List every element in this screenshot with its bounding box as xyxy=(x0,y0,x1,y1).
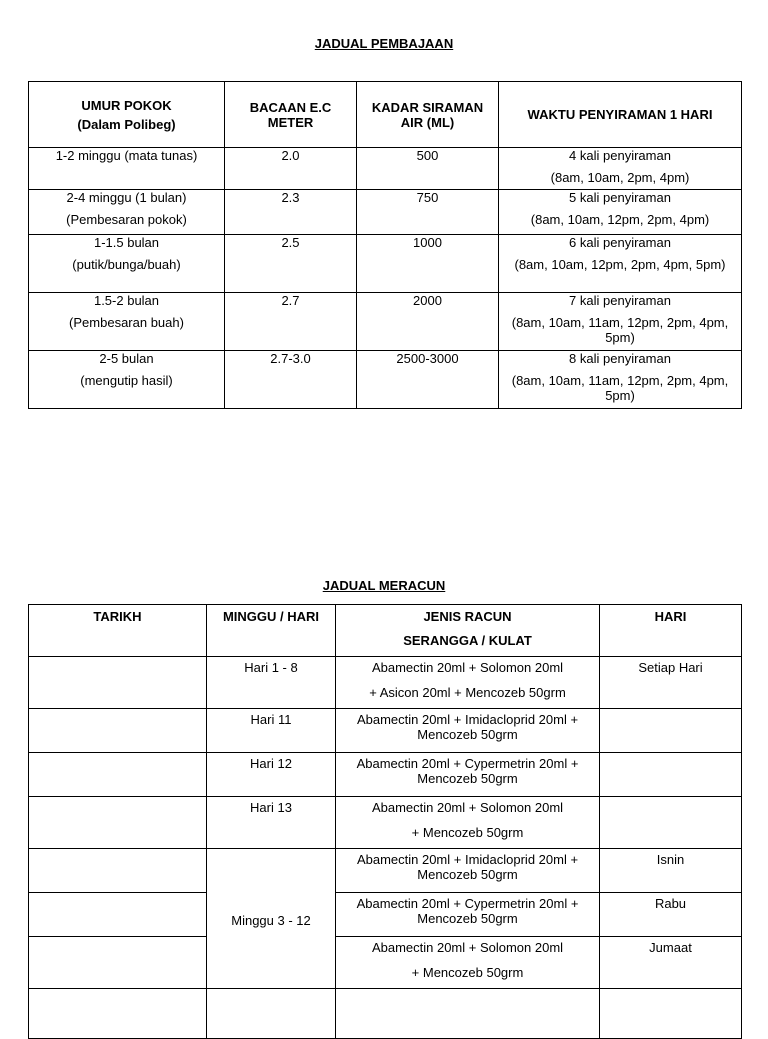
umur-line2: (Pembesaran buah) xyxy=(69,315,184,330)
cell-umur xyxy=(29,293,225,351)
umur-line1: 1-1.5 bulan xyxy=(93,235,160,250)
cell-minggu-merged: Minggu 3 - 12 xyxy=(207,849,336,989)
umur-line1: 1-2 minggu (mata tunas) xyxy=(55,148,198,163)
jenis-line2: + Asicon 20ml + Mencozeb 50grm xyxy=(369,685,566,700)
header-jenis-line1: JENIS RACUN xyxy=(423,609,512,624)
header-minggu-hari: MINGGU / HARI xyxy=(207,605,336,657)
cell-minggu: Hari 12 xyxy=(207,753,336,797)
cell-waktu xyxy=(499,235,742,293)
cell-jenis xyxy=(336,657,600,709)
table-row xyxy=(29,657,742,709)
table-row xyxy=(29,937,742,989)
table-row xyxy=(29,293,742,351)
cell-minggu: Hari 11 xyxy=(207,709,336,753)
cell-kadar: 500 xyxy=(357,148,499,190)
table-row xyxy=(29,849,742,893)
cell-minggu: Hari 1 - 8 xyxy=(207,657,336,709)
cell-hari xyxy=(600,989,742,1039)
umur-line1: 2-4 minggu (1 bulan) xyxy=(66,190,187,205)
header-waktu-penyiraman: WAKTU PENYIRAMAN 1 HARI xyxy=(499,82,742,148)
cell-waktu xyxy=(499,351,742,409)
cell-hari xyxy=(600,753,742,797)
cell-umur xyxy=(29,351,225,409)
table-row xyxy=(29,148,742,190)
cell-ec: 2.5 xyxy=(225,235,357,293)
cell-kadar: 750 xyxy=(357,190,499,235)
header-jenis-racun xyxy=(336,605,600,657)
header-umur-line2: (Dalam Polibeg) xyxy=(77,116,176,132)
fertilizing-schedule-title: JADUAL PEMBAJAAN xyxy=(314,36,454,51)
cell-hari: Jumaat xyxy=(600,937,742,989)
table-row xyxy=(29,893,742,937)
cell-tarikh xyxy=(29,797,207,849)
waktu-line2: (8am, 10am, 2pm, 4pm) xyxy=(550,170,690,185)
cell-umur xyxy=(29,190,225,235)
cell-tarikh xyxy=(29,989,207,1039)
cell-jenis xyxy=(336,797,600,849)
cell-hari: Setiap Hari xyxy=(600,657,742,709)
cell-jenis xyxy=(336,989,600,1039)
cell-ec: 2.3 xyxy=(225,190,357,235)
cell-hari xyxy=(600,797,742,849)
cell-tarikh xyxy=(29,849,207,893)
jenis-line1: Abamectin 20ml + Solomon 20ml xyxy=(371,660,564,675)
cell-ec: 2.0 xyxy=(225,148,357,190)
cell-ec: 2.7 xyxy=(225,293,357,351)
cell-kadar: 2500-3000 xyxy=(357,351,499,409)
cell-ec: 2.7-3.0 xyxy=(225,351,357,409)
header-umur-line1: UMUR POKOK xyxy=(81,97,172,113)
table-row xyxy=(29,351,742,409)
umur-line1: 2-5 bulan xyxy=(99,351,154,366)
waktu-line2: (8am, 10am, 11am, 12pm, 2pm, 4pm, 5pm) xyxy=(511,373,729,403)
cell-tarikh xyxy=(29,893,207,937)
header-kadar-siraman: KADAR SIRAMAN AIR (ML) xyxy=(357,82,499,148)
table-header-row xyxy=(29,605,742,657)
cell-jenis: Abamectin 20ml + Cypermetrin 20ml + Mencozeb 50grm xyxy=(336,753,600,797)
cell-minggu: Hari 13 xyxy=(207,797,336,849)
jenis-line2: + Mencozeb 50grm xyxy=(411,965,524,980)
cell-kadar: 1000 xyxy=(357,235,499,293)
pesticide-schedule-table xyxy=(28,604,742,1039)
cell-kadar: 2000 xyxy=(357,293,499,351)
cell-jenis: Abamectin 20ml + Imidacloprid 20ml + Mencozeb 50grm xyxy=(336,849,600,893)
waktu-line1: 6 kali penyiraman xyxy=(569,235,671,250)
waktu-line1: 7 kali penyiraman xyxy=(569,293,671,308)
umur-line2: (Pembesaran pokok) xyxy=(66,212,187,227)
cell-waktu xyxy=(499,293,742,351)
cell-jenis: Abamectin 20ml + Imidacloprid 20ml + Mencozeb 50grm xyxy=(336,709,600,753)
table-row xyxy=(29,190,742,235)
cell-minggu xyxy=(207,989,336,1039)
waktu-line2: (8am, 10am, 11am, 12pm, 2pm, 4pm, 5pm) xyxy=(511,315,729,345)
pesticide-schedule-title: JADUAL MERACUN xyxy=(322,578,446,593)
table-row xyxy=(29,797,742,849)
waktu-line1: 5 kali penyiraman xyxy=(569,190,671,205)
cell-tarikh xyxy=(29,937,207,989)
cell-umur xyxy=(29,148,225,190)
fertilizing-schedule-table xyxy=(28,81,742,409)
cell-jenis xyxy=(336,937,600,989)
cell-hari xyxy=(600,709,742,753)
jenis-line1: Abamectin 20ml + Solomon 20ml xyxy=(371,940,564,955)
cell-tarikh xyxy=(29,709,207,753)
cell-tarikh xyxy=(29,657,207,709)
header-umur-pokok xyxy=(29,82,225,148)
cell-umur xyxy=(29,235,225,293)
header-tarikh: TARIKH xyxy=(29,605,207,657)
waktu-line1: 4 kali penyiraman xyxy=(569,148,671,163)
cell-waktu xyxy=(499,190,742,235)
table-row xyxy=(29,989,742,1039)
table-header-row xyxy=(29,82,742,148)
header-jenis-line2: SERANGGA / KULAT xyxy=(403,633,532,648)
table-row xyxy=(29,235,742,293)
jenis-line2: + Mencozeb 50grm xyxy=(411,825,524,840)
umur-line2: (putik/bunga/buah) xyxy=(72,257,181,272)
cell-hari: Rabu xyxy=(600,893,742,937)
cell-hari: Isnin xyxy=(600,849,742,893)
header-hari: HARI xyxy=(600,605,742,657)
waktu-line2: (8am, 10am, 12pm, 2pm, 4pm) xyxy=(530,212,710,227)
cell-tarikh xyxy=(29,753,207,797)
cell-waktu xyxy=(499,148,742,190)
umur-line2: (mengutip hasil) xyxy=(80,373,173,388)
waktu-line1: 8 kali penyiraman xyxy=(569,351,671,366)
cell-jenis: Abamectin 20ml + Cypermetrin 20ml + Mencozeb 50grm xyxy=(336,893,600,937)
table-row xyxy=(29,709,742,753)
umur-line1: 1.5-2 bulan xyxy=(93,293,160,308)
header-ec-meter: BACAAN E.C METER xyxy=(225,82,357,148)
table-row xyxy=(29,753,742,797)
waktu-line2: (8am, 10am, 12pm, 2pm, 4pm, 5pm) xyxy=(514,257,726,272)
jenis-line1: Abamectin 20ml + Solomon 20ml xyxy=(371,800,564,815)
